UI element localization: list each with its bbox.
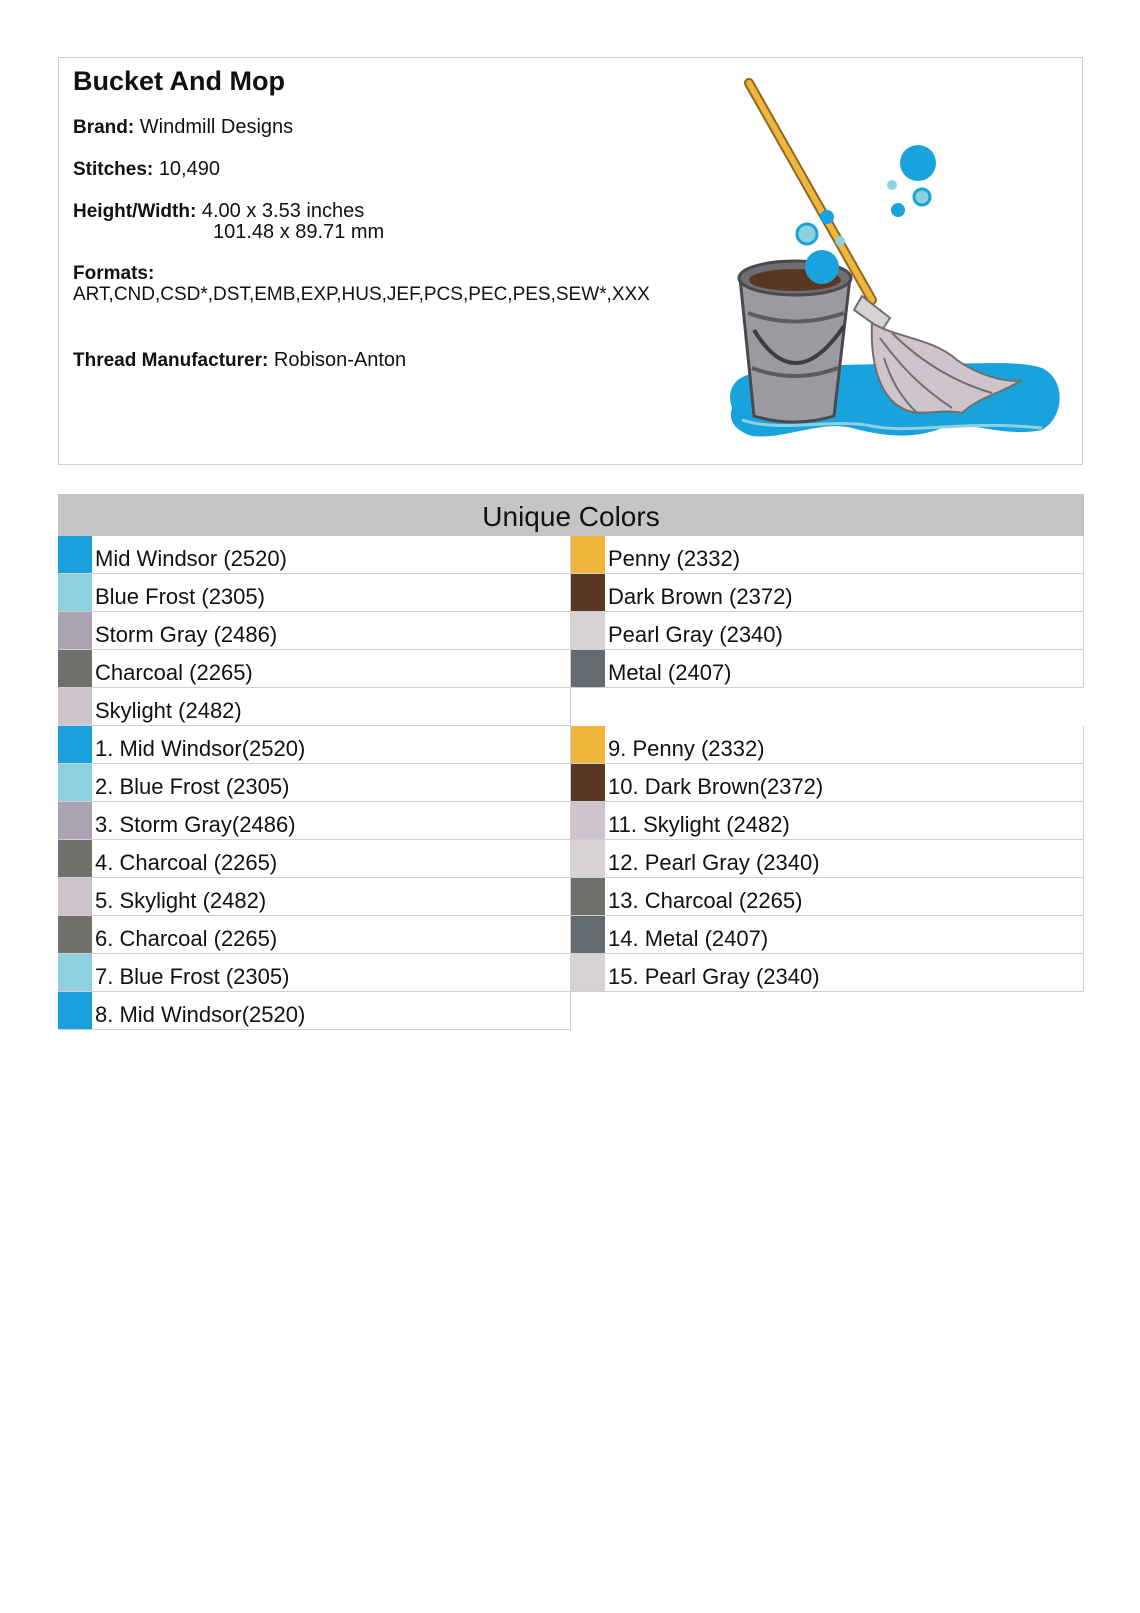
stitches-field bbox=[73, 158, 220, 181]
color-label: 15. Pearl Gray (2340) bbox=[608, 964, 820, 989]
brand-field bbox=[73, 116, 293, 139]
color-label: Metal (2407) bbox=[608, 660, 732, 685]
sequence-color-row bbox=[58, 764, 571, 802]
color-label: 4. Charcoal (2265) bbox=[95, 850, 278, 875]
color-label: Storm Gray (2486) bbox=[95, 622, 278, 647]
color-swatch bbox=[58, 688, 92, 725]
stitches-value: 10,490 bbox=[158, 158, 220, 180]
formats-value: ART,CND,CSD*,DST,EMB,EXP,HUS,JEF,PCS,PEC,PES,SEW*,XXX bbox=[73, 284, 650, 305]
sequence-color-row bbox=[571, 764, 1084, 802]
thread-manufacturer-value: Robison-Anton bbox=[273, 349, 407, 371]
color-swatch bbox=[58, 612, 92, 649]
unique-color-row bbox=[571, 612, 1084, 650]
color-swatch bbox=[571, 536, 605, 573]
color-swatch bbox=[58, 916, 92, 953]
thread-manufacturer-field bbox=[73, 349, 406, 372]
unique-color-row bbox=[571, 574, 1084, 612]
color-label: Dark Brown (2372) bbox=[608, 584, 793, 609]
formats-label: Formats: bbox=[73, 263, 155, 284]
unique-color-row bbox=[58, 688, 571, 726]
color-label: 2. Blue Frost (2305) bbox=[95, 774, 290, 799]
color-swatch bbox=[58, 536, 92, 573]
color-label: 6. Charcoal (2265) bbox=[95, 926, 278, 951]
color-label: 11. Skylight (2482) bbox=[608, 812, 790, 837]
color-swatch bbox=[571, 650, 605, 687]
bucket-and-mop-image bbox=[722, 68, 1072, 453]
size-mm-value: 101.48 x 89.71 mm bbox=[213, 221, 385, 243]
sequence-color-row bbox=[58, 992, 571, 1030]
brand-label: Brand: bbox=[73, 117, 135, 138]
color-label: Skylight (2482) bbox=[95, 698, 242, 723]
stitches-label: Stitches: bbox=[73, 159, 154, 180]
sequence-color-row bbox=[571, 840, 1084, 878]
color-label: Blue Frost (2305) bbox=[95, 584, 265, 609]
color-swatch bbox=[58, 992, 92, 1029]
color-label: 3. Storm Gray(2486) bbox=[95, 812, 296, 837]
color-swatch bbox=[571, 726, 605, 763]
design-title: Bucket And Mop bbox=[73, 66, 285, 96]
thread-manufacturer-label: Thread Manufacturer: bbox=[73, 350, 269, 371]
color-swatch bbox=[58, 878, 92, 915]
sequence-color-row bbox=[58, 726, 571, 764]
color-swatch bbox=[571, 612, 605, 649]
color-swatch bbox=[571, 878, 605, 915]
unique-color-row bbox=[571, 650, 1084, 688]
color-swatch bbox=[58, 726, 92, 763]
unique-color-row bbox=[58, 574, 571, 612]
color-swatch bbox=[58, 650, 92, 687]
size-inches-value: 4.00 x 3.53 inches bbox=[201, 200, 365, 222]
color-swatch bbox=[571, 954, 605, 991]
color-label: 14. Metal (2407) bbox=[608, 926, 769, 951]
formats-field bbox=[73, 263, 693, 305]
sequence-color-row bbox=[58, 916, 571, 954]
unique-color-row bbox=[58, 612, 571, 650]
sequence-color-row bbox=[571, 802, 1084, 840]
color-label: 9. Penny (2332) bbox=[608, 736, 765, 761]
color-swatch bbox=[571, 764, 605, 801]
unique-color-row bbox=[58, 650, 571, 688]
color-label: 13. Charcoal (2265) bbox=[608, 888, 803, 913]
color-swatch bbox=[58, 764, 92, 801]
brand-value: Windmill Designs bbox=[139, 116, 294, 138]
color-swatch bbox=[58, 802, 92, 839]
color-swatch bbox=[571, 840, 605, 877]
color-swatch bbox=[571, 802, 605, 839]
sequence-color-row bbox=[58, 840, 571, 878]
unique-color-row bbox=[571, 536, 1084, 574]
design-info-panel bbox=[58, 57, 1083, 465]
color-swatch bbox=[58, 954, 92, 991]
unique-color-row bbox=[58, 536, 571, 574]
color-label: 7. Blue Frost (2305) bbox=[95, 964, 290, 989]
sequence-color-row bbox=[571, 916, 1084, 954]
color-label: Penny (2332) bbox=[608, 546, 741, 571]
sequence-color-row bbox=[58, 878, 571, 916]
color-swatch bbox=[58, 840, 92, 877]
color-label: 10. Dark Brown(2372) bbox=[608, 774, 824, 799]
height-width-field bbox=[73, 200, 385, 243]
color-label: 1. Mid Windsor(2520) bbox=[95, 736, 306, 761]
color-label: 5. Skylight (2482) bbox=[95, 888, 267, 913]
color-label: Mid Windsor (2520) bbox=[95, 546, 287, 571]
color-grid bbox=[58, 536, 1084, 1030]
color-label: 8. Mid Windsor(2520) bbox=[95, 1002, 306, 1027]
color-label: Charcoal (2265) bbox=[95, 660, 253, 685]
sequence-color-row bbox=[571, 954, 1084, 992]
sequence-color-row bbox=[58, 802, 571, 840]
sequence-color-row bbox=[58, 954, 571, 992]
color-label: 12. Pearl Gray (2340) bbox=[608, 850, 820, 875]
height-width-label: Height/Width: bbox=[73, 201, 197, 222]
unique-colors-header: Unique Colors bbox=[58, 494, 1084, 536]
unique-colors-table bbox=[58, 494, 1084, 1030]
color-label: Pearl Gray (2340) bbox=[608, 622, 783, 647]
sequence-color-row bbox=[571, 878, 1084, 916]
color-swatch bbox=[58, 574, 92, 611]
color-swatch bbox=[571, 574, 605, 611]
color-swatch bbox=[571, 916, 605, 953]
sequence-color-row bbox=[571, 726, 1084, 764]
